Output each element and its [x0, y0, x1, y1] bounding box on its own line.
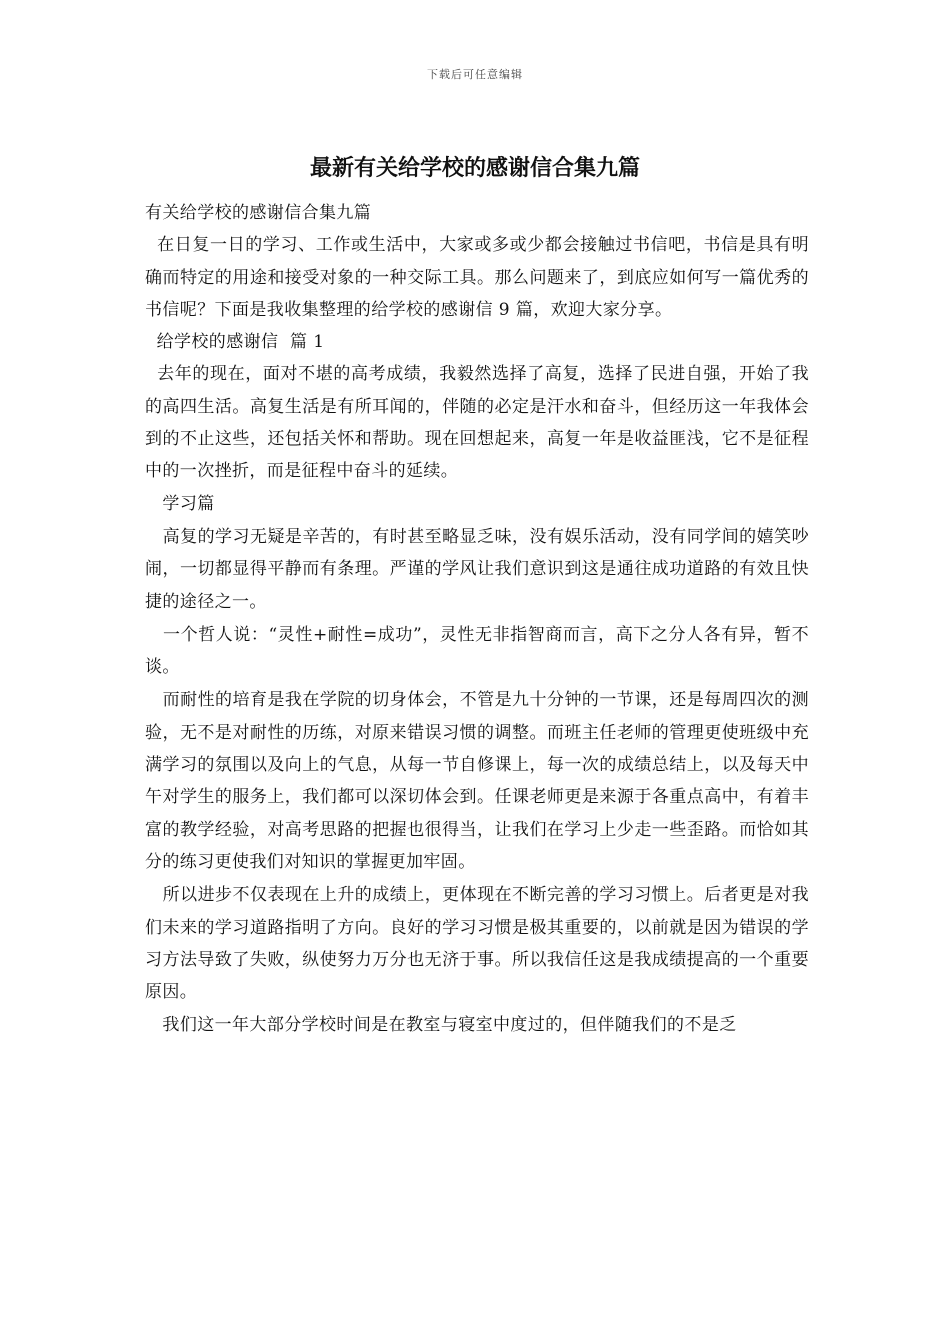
paragraph-study: 高复的学习无疑是辛苦的，有时甚至略显乏味，没有娱乐活动，没有同学间的嬉笑吵闹，一切都显得平静而有条理。严谨的学风让我们意识到这是通往成功道路的有效且快捷的途径之一。 — [145, 526, 809, 612]
document-body — [145, 197, 809, 1042]
intro-paragraph: 在日复一日的学习、工作或生活中，大家或多或少都会接触过书信吧，书信是具有明确而特定的用途和接受对象的一种交际工具。那么问题来了，到底应如何写一篇优秀的书信呢？下面是我收集整理的给学校的感谢信 9 篇，欢迎大家分享。 — [145, 235, 809, 320]
header-note: 下载后可任意编辑 — [427, 68, 523, 81]
subtitle-paragraph: 有关给学校的感谢信合集九篇 — [145, 203, 372, 223]
paragraph-progress: 所以进步不仅表现在上升的成绩上，更体现在不断完善的学习习惯上。后者更是对我们未来的学习道路指明了方向。良好的学习习惯是极其重要的，以前就是因为错误的学习方法导致了失败，纵使努力万分也无济于事。所以我信任这是我成绩提高的一个重要原因。 — [145, 885, 809, 1003]
paragraph-philosopher: 一个哲人说：“灵性+耐性=成功”，灵性无非指智商而言，高下之分人各有异，暂不谈。 — [145, 624, 809, 678]
page-title: 最新有关给学校的感谢信合集九篇 — [309, 155, 640, 181]
section-heading-letter-1: 给学校的感谢信 篇 1 — [145, 332, 325, 353]
paragraph-patience: 而耐性的培育是我在学院的切身体会，不管是九十分钟的一节课，还是每周四次的测验，无不是对耐性的历练，对原来错误习惯的调整。而班主任老师的管理更使班级中充满学习的氛围以及向上的气息，从每一节自修课上，每一次的成绩总结上，以及每天中午对学生的服务上，我们都可以深切体会到。任课老师更是来源于各重点高中，有着丰富的教学经验，对高考思路的把握也很得当，让我们在学习上少走一些歪路。而恰如其分的练习更使我们对知识的掌握更加牢固。 — [145, 690, 809, 872]
paragraph-last-year: 去年的现在，面对不堪的高考成绩，我毅然选择了高复，选择了民进自强，开始了我的高四生活。高复生活是有所耳闻的，伴随的必定是汗水和奋斗，但经历这一年我体会到的不止这些，还包括关怀和帮助。现在回想起来，高复一年是收益匪浅，它不是征程中的一次挫折，而是征程中奋斗的延续。 — [145, 364, 809, 482]
paragraph-school-time: 我们这一年大部分学校时间是在教室与寝室中度过的，但伴随我们的不是乏 — [145, 1015, 737, 1036]
section-heading-study: 学习篇 — [145, 493, 215, 514]
